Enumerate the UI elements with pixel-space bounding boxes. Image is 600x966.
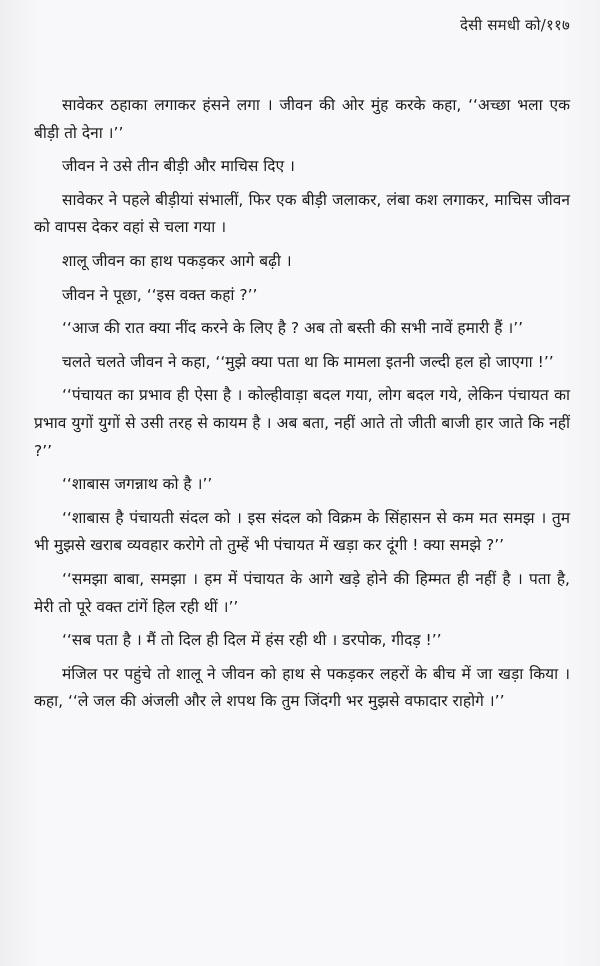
- paragraph: जीवन ने उसे तीन बीड़ी और माचिस दिए ।: [62, 157, 295, 176]
- paragraph: सावेकर ठहाका लगाकर हंसने लगा । जीवन की ओर मुंह करके कहा, ‘‘अच्छा भला एक बीड़ी तो देना ।’’: [34, 96, 570, 142]
- running-header: देसी समधी को/११७: [459, 16, 570, 34]
- paragraph: ‘‘समझा बाबा, समझा । हम में पंचायत के आगे खड़े होने की हिम्मत ही नहीं है । पता है, मेरी तो पूरे वक्त टांगें हिल रही थीं ।’’: [34, 569, 570, 616]
- body-text: [34, 92, 570, 722]
- paragraph: चलते चलते जीवन ने कहा, ‘‘मुझे क्या पता था कि मामला इतनी जल्दी हल हो जाएगा !’’: [62, 352, 554, 371]
- paragraph: ‘‘सब पता है । मैं तो दिल ही दिल में हंस रही थी । डरपोक, गीदड़ !’’: [62, 631, 442, 650]
- paragraph: ‘‘शाबास है पंचायती संदल को । इस संदल को विक्रम के सिंहासन से कम मत समझ । तुम भी मुझसे खराब व्यवहार करोगे तो तुम्हें भी पंचायत में खड़ा कर दूंगी ! क्या समझे ?’’: [34, 508, 570, 555]
- paragraph: ‘‘पंचायत का प्रभाव ही ऐसा है । कोल्हीवाड़ा बदल गया, लोग बदल गये, लेकिन पंचायत का प्रभाव युगों युगों से उसी तरह से कायम है । अब बता, नहीं आते तो जीती बाजी हार जाते कि नहीं ?’’: [34, 386, 570, 460]
- paragraph: शालू जीवन का हाथ पकड़कर आगे बढ़ी ।: [62, 251, 292, 270]
- paragraph: जीवन ने पूछा, ‘‘इस वक्त कहां ?’’: [62, 285, 258, 304]
- paragraph: सावेकर ने पहले बीड़ीयां संभालीं, फिर एक बीड़ी जलाकर, लंबा कश लगाकर, माचिस जीवन को वापस देकर वहां से चला गया ।: [34, 190, 570, 237]
- paragraph: ‘‘आज की रात क्या नींद करने के लिए है ? अब तो बस्ती की सभी नावें हमारी हैं ।’’: [62, 319, 524, 338]
- paragraph: मंजिल पर पहुंचे तो शालू ने जीवन को हाथ से पकड़कर लहरों के बीच में जा खड़ा किया । कहा, ‘‘ले जल की अंजली और ले शपथ कि तुम जिंदगी भर मुझसे वफादार राहोगे ।’’: [34, 664, 570, 711]
- paragraph: ‘‘शाबास जगन्नाथ को है ।’’: [62, 475, 213, 494]
